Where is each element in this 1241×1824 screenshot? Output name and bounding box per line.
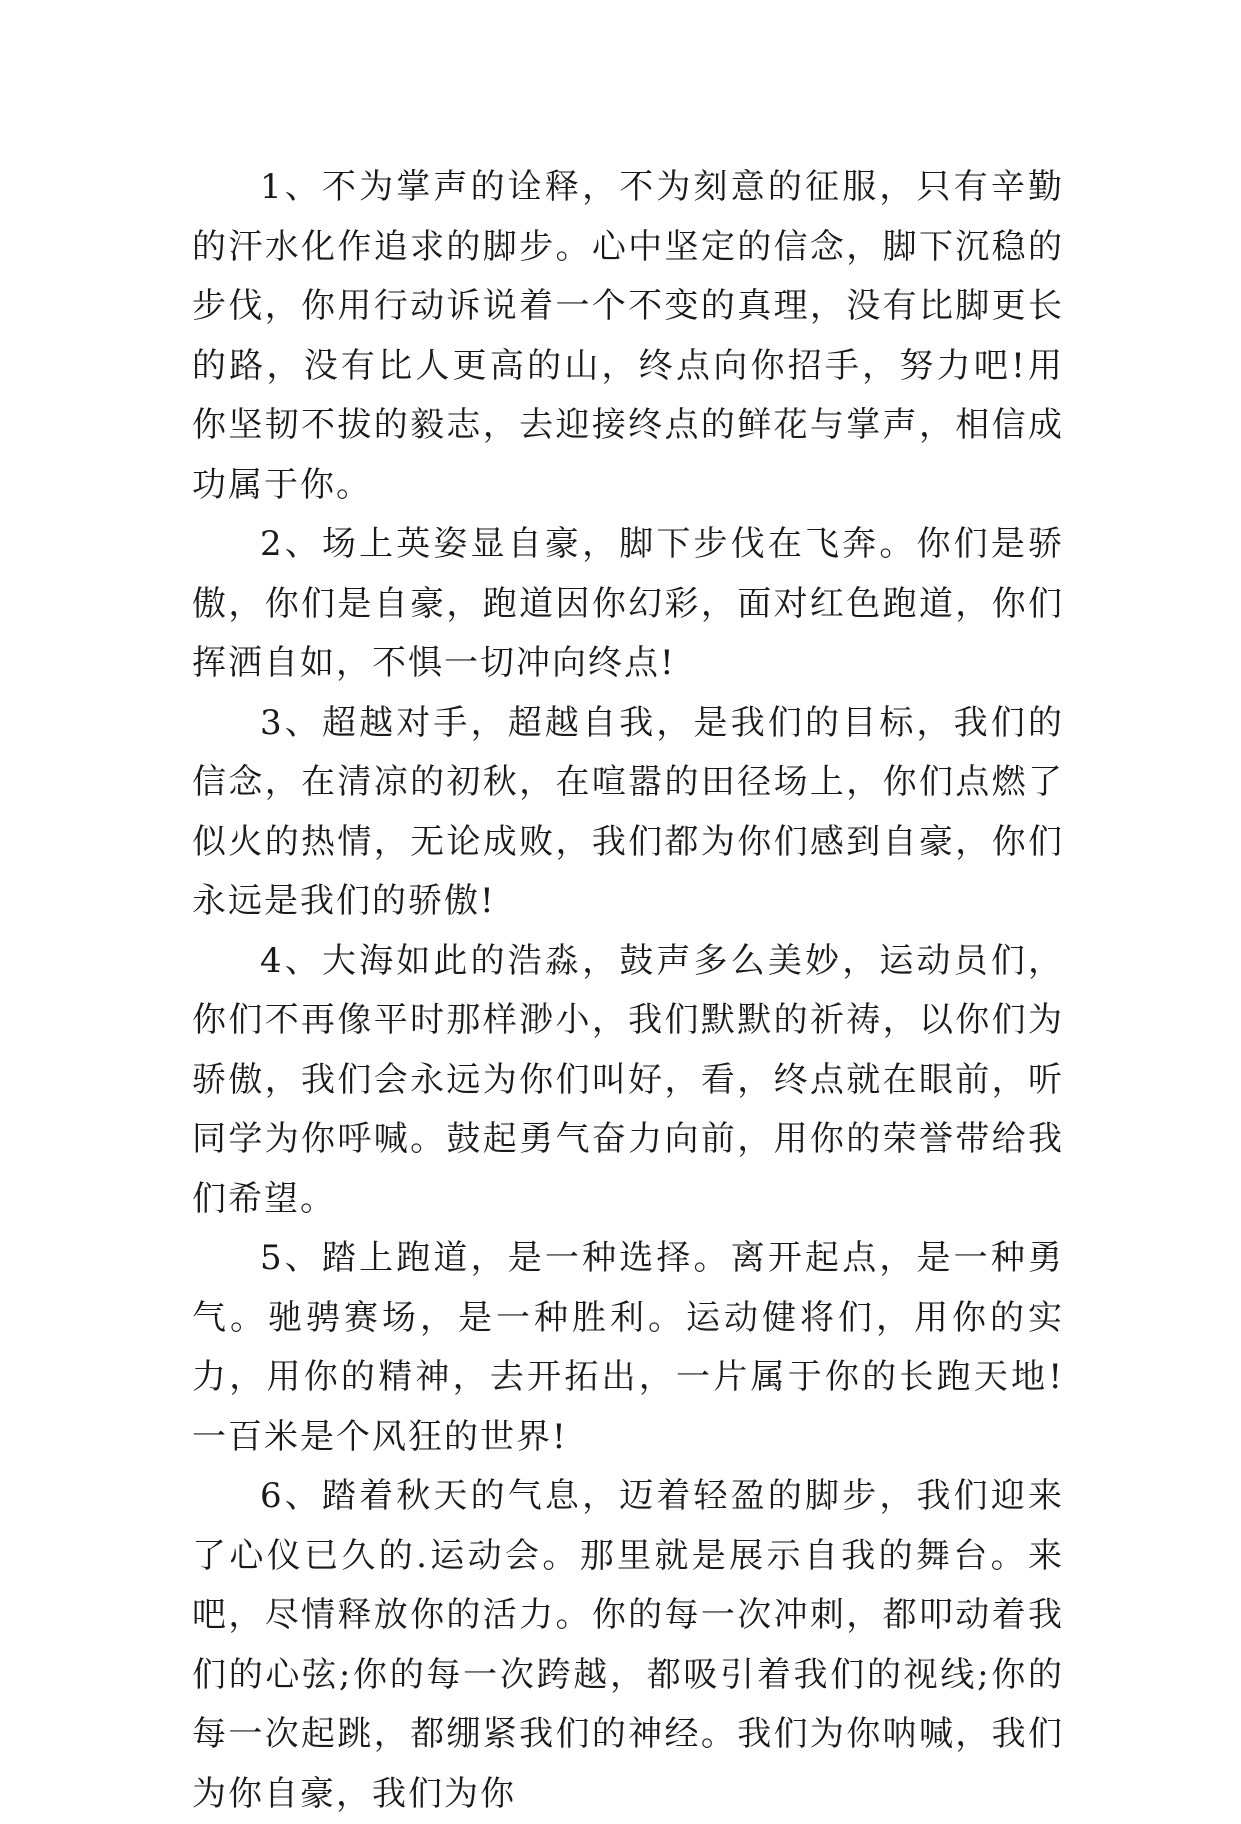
paragraph-4: 4、大海如此的浩淼，鼓声多么美妙，运动员们，你们不再像平时那样渺小，我们默默的祈祷，以你们为骄傲，我们会永远为你们叫好，看，终点就在眼前，听同学为你呼喊。鼓起勇气奋力向前，用你的荣誉带给我们希望。 bbox=[192, 940, 1064, 1219]
document-body bbox=[192, 158, 1064, 1824]
paragraph-3: 3、超越对手，超越自我，是我们的目标，我们的信念，在清凉的初秋，在喧嚣的田径场上，你们点燃了似火的热情，无论成败，我们都为你们感到自豪，你们永远是我们的骄傲! bbox=[192, 702, 1064, 921]
paragraph-5: 5、踏上跑道，是一种选择。离开起点，是一种勇气。驰骋赛场，是一种胜利。运动健将们，用你的实力，用你的精神，去开拓出，一片属于你的长跑天地!一百米是个风狂的世界! bbox=[192, 1238, 1064, 1457]
paragraph-1: 1、不为掌声的诠释，不为刻意的征服，只有辛勤的汗水化作追求的脚步。心中坚定的信念，脚下沉稳的步伐，你用行动诉说着一个不变的真理，没有比脚更长的路，没有比人更高的山，终点向你招手，努力吧!用你坚韧不拔的毅志，去迎接终点的鲜花与掌声，相信成功属于你。 bbox=[192, 167, 1064, 505]
paragraph-6: 6、踏着秋天的气息，迈着轻盈的脚步，我们迎来了心仪已久的.运动会。那里就是展示自我的舞台。来吧，尽情释放你的活力。你的每一次冲刺，都叩动着我们的心弦;你的每一次跨越，都吸引着我们的视线;你的每一次起跳，都绷紧我们的神经。我们为你呐喊，我们为你自豪，我们为你 bbox=[192, 1476, 1064, 1814]
paragraph-2: 2、场上英姿显自豪，脚下步伐在飞奔。你们是骄傲，你们是自豪，跑道因你幻彩，面对红色跑道，你们挥洒自如，不惧一切冲向终点! bbox=[192, 524, 1064, 683]
